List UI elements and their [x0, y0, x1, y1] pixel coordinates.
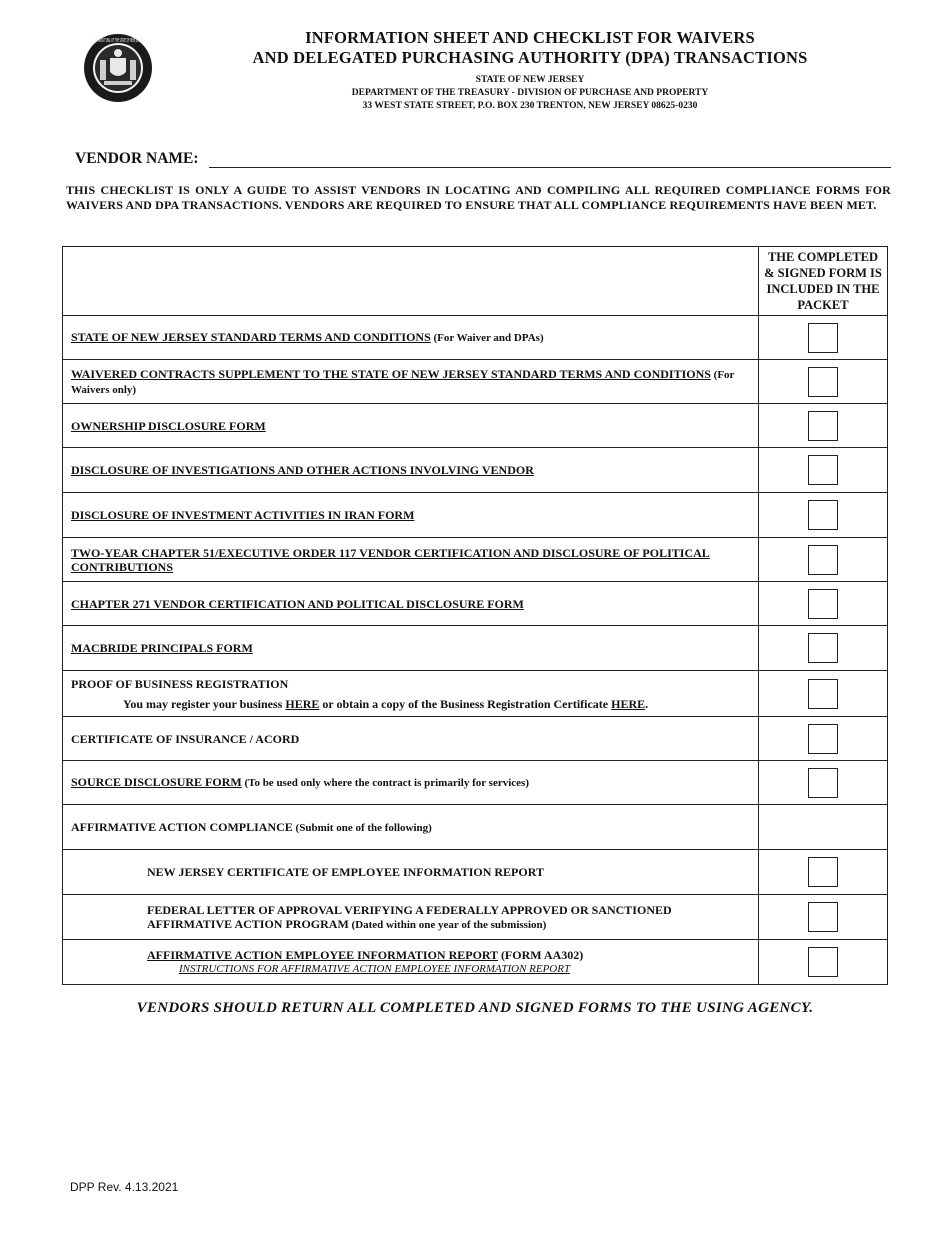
checkbox[interactable] [808, 500, 838, 530]
row-label [63, 626, 759, 671]
checkbox-cell [759, 940, 888, 985]
instruction-text: You may register your business [123, 696, 286, 711]
table-row [63, 582, 888, 626]
iran-investment-link[interactable]: DISCLOSURE OF INVESTMENT ACTIVITIES IN IRAN FORM [71, 508, 415, 522]
row-note: (Dated within one year of the submission) [348, 918, 547, 931]
table-row [63, 626, 888, 671]
compliance-checklist-table [62, 246, 888, 985]
row-label [63, 316, 759, 360]
aa302-report-link[interactable]: AFFIRMATIVE ACTION EMPLOYEE INFORMATION REPORT [147, 948, 498, 962]
checkbox-cell [759, 493, 888, 538]
register-business-link[interactable]: HERE [285, 696, 320, 711]
aa302-instructions-link[interactable]: INSTRUCTIONS FOR AFFIRMATIVE ACTION EMPLOYEE INFORMATION REPORT [179, 963, 571, 975]
checkbox[interactable] [808, 411, 838, 441]
checkbox-cell [759, 626, 888, 671]
table-row [63, 448, 888, 493]
table-row [63, 805, 888, 850]
federal-letter-label: FEDERAL LETTER OF APPROVAL VERIFYING A FEDERALLY APPROVED OR SANCTIONED AFFIRMATIVE ACTION PROGRAM [147, 902, 672, 931]
row-note: (Submit one of the following) [292, 821, 432, 834]
return-forms-note: VENDORS SHOULD RETURN ALL COMPLETED AND SIGNED FORMS TO THE USING AGENCY. [136, 1000, 814, 1016]
checkbox[interactable] [808, 768, 838, 798]
ownership-disclosure-link[interactable]: OWNERSHIP DISCLOSURE FORM [71, 418, 266, 433]
checkbox-cell [759, 538, 888, 582]
row-label [63, 850, 759, 895]
checkbox-cell [759, 582, 888, 626]
table-row [63, 360, 888, 404]
row-label [63, 582, 759, 626]
waivered-contracts-supplement-link[interactable]: WAIVERED CONTRACTS SUPPLEMENT TO THE STATE OF NEW JERSEY STANDARD TERMS AND CONDITIONS [71, 366, 711, 381]
vendor-name-row [75, 146, 891, 168]
state-name: STATE OF NEW JERSEY [475, 75, 585, 85]
intro-paragraph: THIS CHECKLIST IS ONLY A GUIDE TO ASSIST VENDORS IN LOCATING AND COMPILING ALL REQUIRED COMPLIANCE FORMS FOR WAIVERS AND DPA TRANSACTIONS. VENDORS ARE REQUIRED TO ENSURE THAT ALL COMPLIANCE REQUIREMENTS HAVE BEEN MET. [66, 183, 891, 212]
table-row [63, 671, 888, 717]
checkbox[interactable] [808, 545, 838, 575]
affirmative-action-title: AFFIRMATIVE ACTION COMPLIANCE [71, 819, 293, 834]
chapter-271-link[interactable]: CHAPTER 271 VENDOR CERTIFICATION AND POLITICAL DISCLOSURE FORM [71, 596, 524, 611]
checkbox-cell [759, 448, 888, 493]
table-row [63, 538, 888, 582]
document-header [200, 28, 860, 112]
checkbox-cell [759, 360, 888, 404]
checkbox[interactable] [808, 367, 838, 397]
empty-cell [759, 805, 888, 850]
checkbox[interactable] [808, 589, 838, 619]
nj-state-seal [82, 32, 154, 104]
vendor-name-field[interactable] [209, 151, 891, 168]
department-address: 33 WEST STATE STREET, P.O. BOX 230 TRENTON, NEW JERSEY 08625-0230 [362, 101, 698, 111]
revision-label: DPP Rev. 4.13.2021 [70, 1180, 179, 1194]
checkbox[interactable] [808, 902, 838, 932]
row-label [63, 895, 759, 940]
checkbox-cell [759, 717, 888, 761]
row-label [63, 805, 759, 850]
instruction-text: . [645, 696, 649, 711]
checkbox[interactable] [808, 724, 838, 754]
table-row [63, 493, 888, 538]
certificate-of-insurance-label: CERTIFICATE OF INSURANCE / ACORD [71, 731, 300, 746]
row-label [63, 671, 759, 717]
table-row [63, 404, 888, 448]
table-header-row [63, 247, 888, 316]
business-registration-instructions [71, 697, 750, 711]
table-row [63, 850, 888, 895]
checkbox-cell [759, 761, 888, 805]
table-row [63, 895, 888, 940]
header-blank-cell [63, 247, 759, 316]
checkbox-cell [759, 895, 888, 940]
row-note: (For Waivers only) [71, 368, 735, 396]
checkbox-cell [759, 404, 888, 448]
column-header-text: THE COMPLETED & SIGNED FORM IS INCLUDED IN THE PACKET [764, 250, 882, 312]
instruction-text: or obtain a copy of the Business Registration Certificate [319, 696, 612, 711]
department-name: DEPARTMENT OF THE TREASURY - DIVISION OF PURCHASE AND PROPERTY [351, 88, 709, 98]
row-label [63, 360, 759, 404]
row-label [63, 717, 759, 761]
checkbox[interactable] [808, 857, 838, 887]
row-label [63, 761, 759, 805]
checkbox[interactable] [808, 455, 838, 485]
checkbox[interactable] [808, 679, 838, 709]
checkbox-cell [759, 671, 888, 717]
checkbox[interactable] [808, 323, 838, 353]
table-row [63, 316, 888, 360]
vendor-name-label: VENDOR NAME: [75, 150, 199, 167]
row-note: (FORM AA302) [497, 948, 584, 962]
business-registration-title: PROOF OF BUSINESS REGISTRATION [71, 676, 289, 691]
seal-lettering: THE GREAT SEAL OF THE STATE OF NEW JERSEY [92, 38, 144, 44]
macbride-principals-link[interactable]: MACBRIDE PRINCIPALS FORM [71, 641, 253, 655]
checkbox[interactable] [808, 947, 838, 977]
checkbox-cell [759, 316, 888, 360]
row-label [63, 538, 759, 582]
nj-employee-info-report-label: NEW JERSEY CERTIFICATE OF EMPLOYEE INFORMATION REPORT [147, 865, 544, 879]
column-header [759, 247, 888, 316]
title-line-1: INFORMATION SHEET AND CHECKLIST FOR WAIVERS [305, 28, 755, 47]
title-line-2: AND DELEGATED PURCHASING AUTHORITY (DPA) TRANSACTIONS [252, 48, 808, 67]
row-note: (For Waiver and DPAs) [430, 332, 544, 344]
registration-certificate-link[interactable]: HERE [611, 696, 646, 711]
checkbox-cell [759, 850, 888, 895]
row-note: (To be used only where the contract is primarily for services) [241, 777, 529, 789]
table-row [63, 717, 888, 761]
disclosure-investigations-link[interactable]: DISCLOSURE OF INVESTIGATIONS AND OTHER ACTIONS INVOLVING VENDOR [71, 463, 534, 477]
table-row [63, 761, 888, 805]
row-label [63, 448, 759, 493]
row-label [63, 940, 759, 985]
chapter-51-link[interactable]: TWO-YEAR CHAPTER 51/EXECUTIVE ORDER 117 VENDOR CERTIFICATION AND DISCLOSURE OF POLITICAL CONTRIBUTIONS [71, 545, 710, 574]
row-label [63, 404, 759, 448]
table-row [63, 940, 888, 985]
standard-terms-link[interactable]: STATE OF NEW JERSEY STANDARD TERMS AND CONDITIONS [71, 330, 431, 344]
row-label [63, 493, 759, 538]
checkbox[interactable] [808, 633, 838, 663]
source-disclosure-link[interactable]: SOURCE DISCLOSURE FORM [71, 775, 242, 789]
